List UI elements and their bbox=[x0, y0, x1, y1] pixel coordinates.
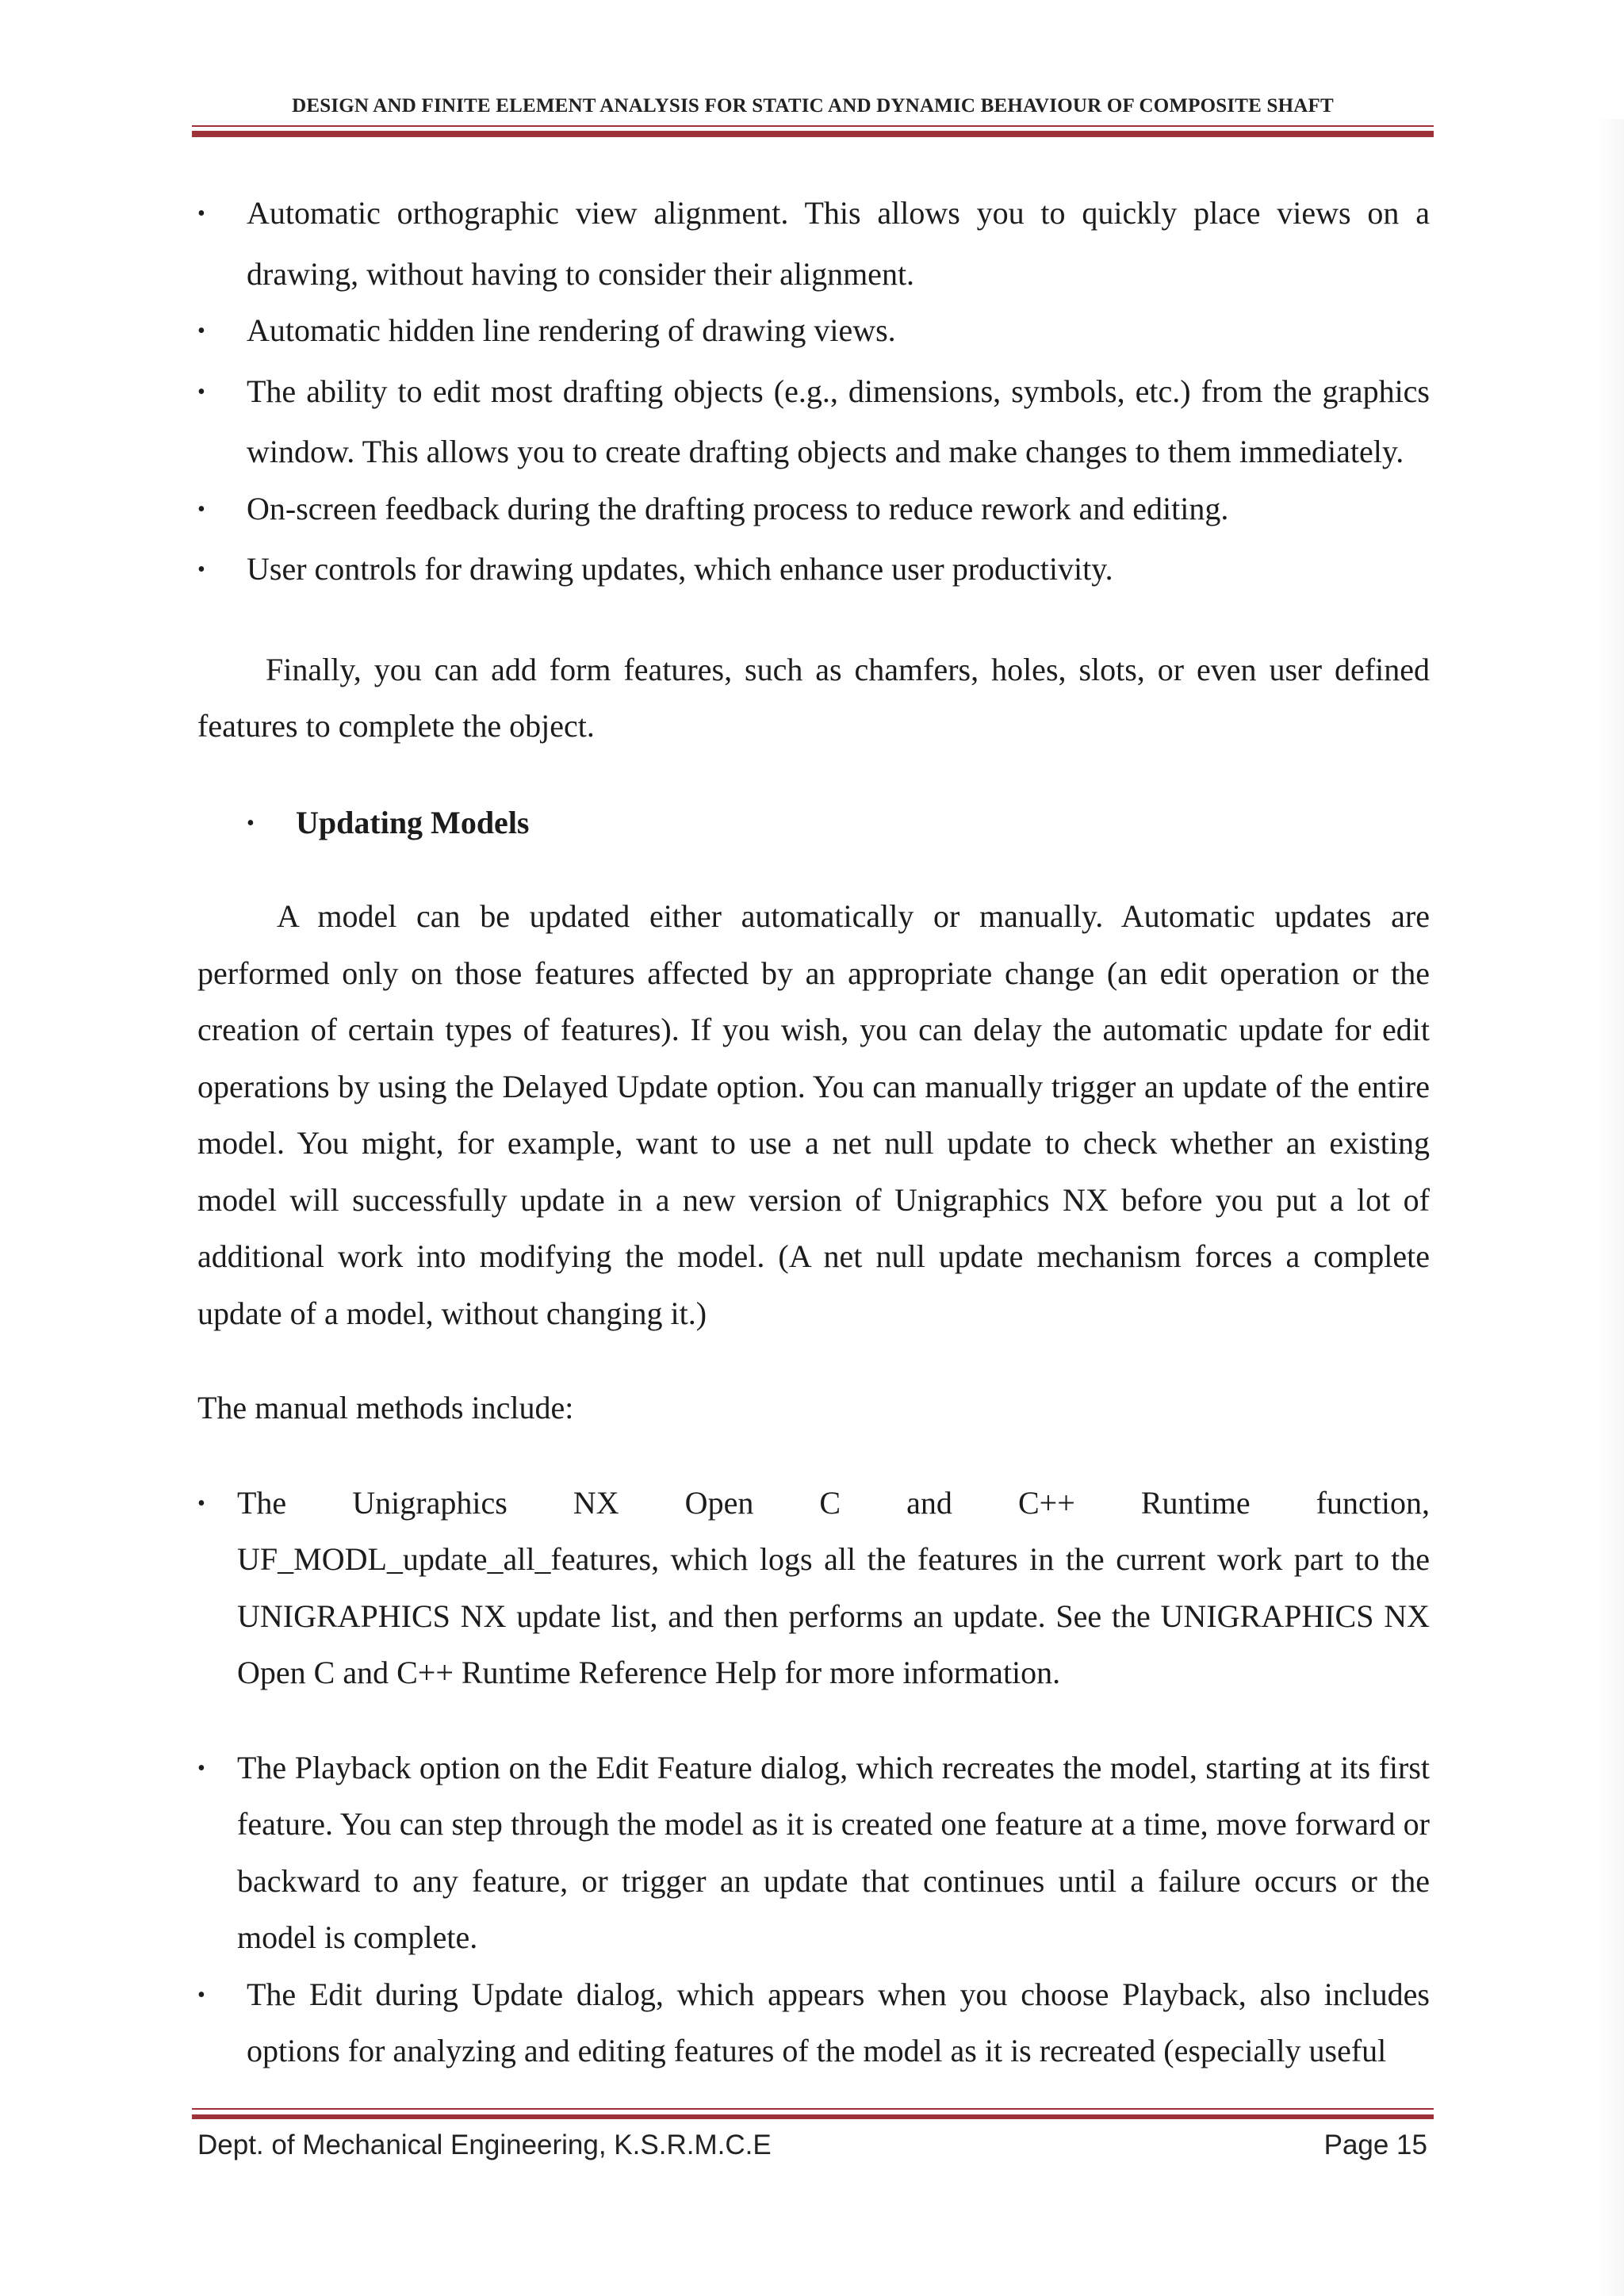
list-item-text: User controls for drawing updates, which enhance user productivity. bbox=[247, 551, 1113, 587]
manual-methods-list bbox=[197, 1475, 1430, 2080]
section-heading-text: Updating Models bbox=[296, 804, 530, 840]
page-body bbox=[197, 185, 1430, 2080]
list-item bbox=[197, 1966, 1430, 2080]
running-header-title: DESIGN AND FINITE ELEMENT ANALYSIS FOR STATIC AND DYNAMIC BEHAVIOUR OF COMPOSITE SHAFT bbox=[292, 95, 1334, 117]
bullet-icon: • bbox=[197, 1490, 205, 1516]
bullet-icon: • bbox=[197, 1982, 205, 2007]
paragraph-updating: A model can be updated either automatically or manually. Automatic updates are performed only on those features affected by an appropriate change (an edit operation or the creation of certain types of features). If you wish, you can delay the automatic update for edit operations by using the Delayed Update option. You can manually trigger an update of the entire model. You might, for example, want to use a net null update to check whether an existing model will successfully update in a new version of Unigraphics NX before you put a lot of additional work into modifying the model. (A net null update mechanism forces a complete update of a model, without changing it.) bbox=[197, 898, 1430, 1331]
bullet-icon: • bbox=[197, 1755, 205, 1781]
bullet-icon: • bbox=[197, 496, 205, 522]
footer-rule-thick bbox=[192, 2114, 1434, 2119]
list-item bbox=[197, 541, 1430, 602]
list-item-text: Automatic hidden line rendering of drawing views. bbox=[247, 312, 896, 348]
section-heading bbox=[197, 794, 1430, 855]
footer-rule-thin bbox=[192, 2108, 1434, 2110]
bullet-icon: • bbox=[197, 319, 205, 343]
page-number: Page 15 bbox=[1323, 2130, 1427, 2160]
list-item bbox=[197, 1739, 1430, 1966]
list-item-text: The Edit during Update dialog, which appears when you choose Playback, also includes options for analyzing and editing features of the model as it is recreated (especially useful bbox=[247, 1976, 1430, 2068]
manual-methods-intro: The manual methods include: bbox=[197, 1390, 574, 1425]
footer-department: Dept. of Mechanical Engineering, K.S.R.M.C.E bbox=[197, 2130, 772, 2160]
list-item-text-line1: The Unigraphics NX Open C and C++ Runtime function, bbox=[237, 1484, 1430, 1521]
paragraph-finally: Finally, you can add form features, such as chamfers, holes, slots, or even user defined features to complete the object. bbox=[197, 651, 1430, 744]
list-item bbox=[197, 185, 1430, 302]
list-item-text: UF_MODL_update_all_features, which logs all the features in the current work part to the UNIGRAPHICS NX update list, and then performs an update. See the UNIGRAPHICS NX Open C and C++ Runtime Reference Help for more information. bbox=[237, 1541, 1430, 1690]
header-rule-thin bbox=[192, 125, 1434, 127]
list-item bbox=[197, 480, 1430, 541]
list-item-text: Automatic orthographic view alignment. This allows you to quickly place views on a drawing, without having to consider their alignment. bbox=[247, 195, 1430, 292]
list-item-text: The ability to edit most drafting objects (e.g., dimensions, symbols, etc.) from the graphics window. This allows you to create drafting objects and make changes to them immediately. bbox=[247, 373, 1430, 469]
list-item-text: The Playback option on the Edit Feature dialog, which recreates the model, starting at its first feature. You can step through the model as it is created one feature at a time, move forward or backward to any feature, or trigger an update that continues until a failure occurs or the model is complete. bbox=[237, 1749, 1430, 1955]
bullet-icon: • bbox=[247, 810, 255, 836]
list-item bbox=[197, 302, 1430, 363]
list-item bbox=[197, 363, 1430, 480]
bullet-icon: • bbox=[197, 379, 205, 404]
page-edge-shadow bbox=[1592, 119, 1624, 2296]
list-item-text: On-screen feedback during the drafting process to reduce rework and editing. bbox=[247, 490, 1229, 526]
bullet-icon: • bbox=[197, 557, 205, 582]
header-rule-thick bbox=[192, 131, 1434, 137]
bullet-icon: • bbox=[197, 201, 205, 226]
feature-list bbox=[197, 185, 1430, 602]
list-item bbox=[197, 1475, 1430, 1701]
